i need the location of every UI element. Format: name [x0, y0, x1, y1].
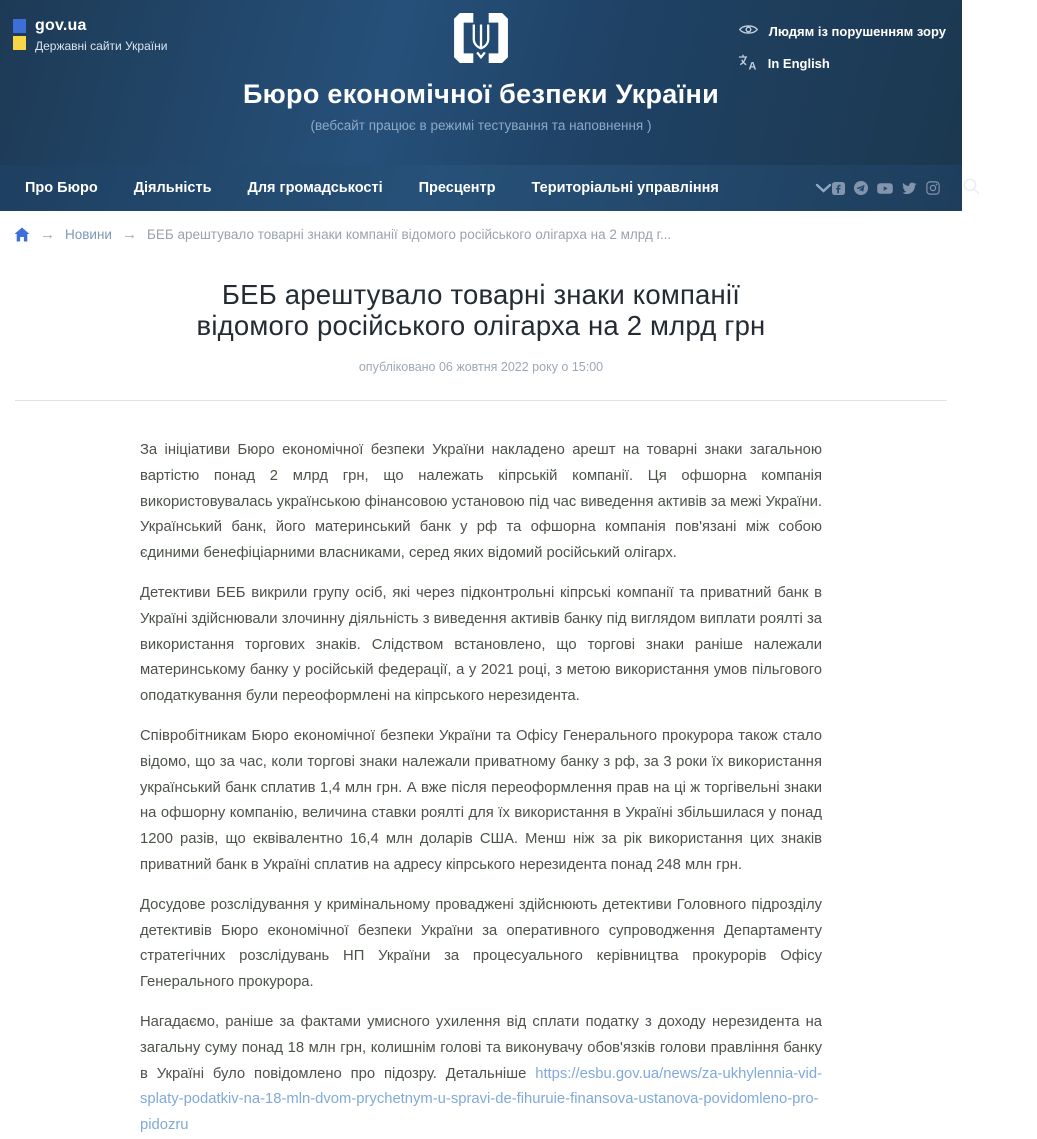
- breadcrumb-separator: →: [121, 226, 137, 243]
- nav-item-about[interactable]: Про Бюро: [25, 180, 98, 196]
- site-title: Бюро економічної безпеки України: [242, 79, 720, 109]
- social-links: [832, 181, 940, 195]
- svg-text:A: A: [748, 60, 757, 73]
- nav-item-press[interactable]: Пресцентр: [418, 180, 496, 196]
- nav-item-territorial[interactable]: Територіальні управління: [531, 180, 719, 196]
- site-header: [0, 0, 962, 165]
- gov-ua-subtitle: Державні сайти України: [35, 39, 168, 53]
- breadcrumb-separator: →: [40, 226, 55, 243]
- article-paragraph: Детективи БЕБ викрили групу осіб, які через підконтрольні кіпрські компанії та приватний банк в Україні здійснювали злочинну діяльність з виведення активів банку під виглядом виплати роялті за використання торгових знаків. Слідством встановлено, що торгові знаки раніше належали материнському банку у російській федерації, а у 2021 році, з метою використання умов пільгового оподаткування були переоформлені на кіпрського нерезидента.: [140, 584, 822, 705]
- accessibility-link[interactable]: [738, 22, 946, 40]
- search-icon: [962, 177, 981, 200]
- article: [0, 279, 962, 1139]
- article-paragraph: Досудове розслідування у кримінальному проваджені здійснюють детективи Головного підрозділу детективів Бюро економічної безпеки України за оперативного супроводження Департаменту стратегічних розслідувань НП України за процесуального керівництва прокурорів Офісу Генерального прокурора.: [140, 896, 822, 991]
- article-paragraph: За ініціативи Бюро економічної безпеки України накладено арешт на товарні знаки загальною вартістю понад 2 млрд грн, що належать кіпрській компанії. Ця офшорна компанія використовувалась українською фінансовою установою під час виведення активів за межі України. Український банк, його материнський банк у рф та офшорна компанія пов'язані між собою єдиними бенефіціарними власниками, серед яких відомий російський олігарх.: [140, 442, 822, 562]
- breadcrumb-link-news[interactable]: Новини: [65, 227, 112, 242]
- divider: [15, 400, 947, 401]
- header-utility-links: [738, 22, 946, 74]
- breadcrumb: [0, 211, 962, 255]
- instagram-icon[interactable]: [926, 181, 940, 195]
- search-button[interactable]: [962, 177, 1037, 200]
- nav-item-activity[interactable]: Діяльність: [133, 180, 212, 196]
- language-label: In English: [767, 56, 830, 71]
- gov-ua-link[interactable]: [13, 17, 167, 53]
- article-body: [140, 438, 822, 1139]
- ukraine-flag-icon: [13, 17, 26, 50]
- article-paragraph: Співробітникам Бюро економічної безпеки України та Офісу Генерального прокурора також стало відомо, що за час, коли торгові знаки належали приватному банку з рф, за 3 роки їх використання український банк сплатив 1,4 млн грн. А вже після переоформлення прав на ці ж торгівельні знаки на офшорну компанію, величина ставки роялті для їх використання в Україні збільшилася у понад 1200 разів, що еквівалентно 16,4 млн доларів США. Менш ніж за рік використання цих знаків приватний банк в Україні сплатив на адресу кіпрського нерезидента понад 248 млн грн.: [140, 727, 822, 873]
- accessibility-label: Людям із порушенням зору: [768, 23, 946, 39]
- published-date: опубліковано 06 жовтня 2022 року о 15:00: [358, 360, 604, 374]
- chevron-down-icon[interactable]: [815, 183, 832, 193]
- nav-item-public[interactable]: Для громадськості: [247, 180, 383, 196]
- twitter-icon[interactable]: [902, 182, 917, 195]
- telegram-icon[interactable]: [854, 181, 868, 195]
- gov-ua-label: gov.ua: [35, 17, 87, 34]
- related-news-link[interactable]: https://esbu.gov.ua/news/za-ukhylennia-vid-splaty-podatkiv-na-18-mln-dvom-prychetnym-u-spravi-de-fihuruie-finansova-ustanova-povidomleno-pro-pidozru: [140, 1065, 822, 1134]
- final-paragraph-text: Нагадаємо, раніше за фактами умисного ухилення від сплати податку з доходу нерезидента на загальну суму понад 18 млн грн, колишнім голові та виконувачу обов'язків голови правління банку в Україні було повідомлено про підозру. Детальніше: [140, 1013, 822, 1082]
- home-icon[interactable]: [14, 227, 30, 242]
- search-label: Пошук: [988, 179, 1037, 197]
- language-link[interactable]: [738, 53, 946, 74]
- facebook-icon[interactable]: [832, 182, 845, 195]
- breadcrumb-current-page: БЕБ арештувало товарні знаки компанії відомого російського олігарха на 2 млрд г...: [146, 227, 672, 242]
- article-title: БЕБ арештувало товарні знаки компанії відомого російського олігарха на 2 млрд грн: [196, 279, 766, 341]
- translate-icon: [738, 53, 758, 74]
- main-nav: [0, 165, 1037, 211]
- youtube-icon[interactable]: [877, 182, 893, 195]
- eye-icon: [738, 22, 759, 40]
- site-subtitle: (вебсайт працює в режимі тестування та наповнення ): [310, 118, 652, 133]
- article-paragraph: [140, 1010, 822, 1139]
